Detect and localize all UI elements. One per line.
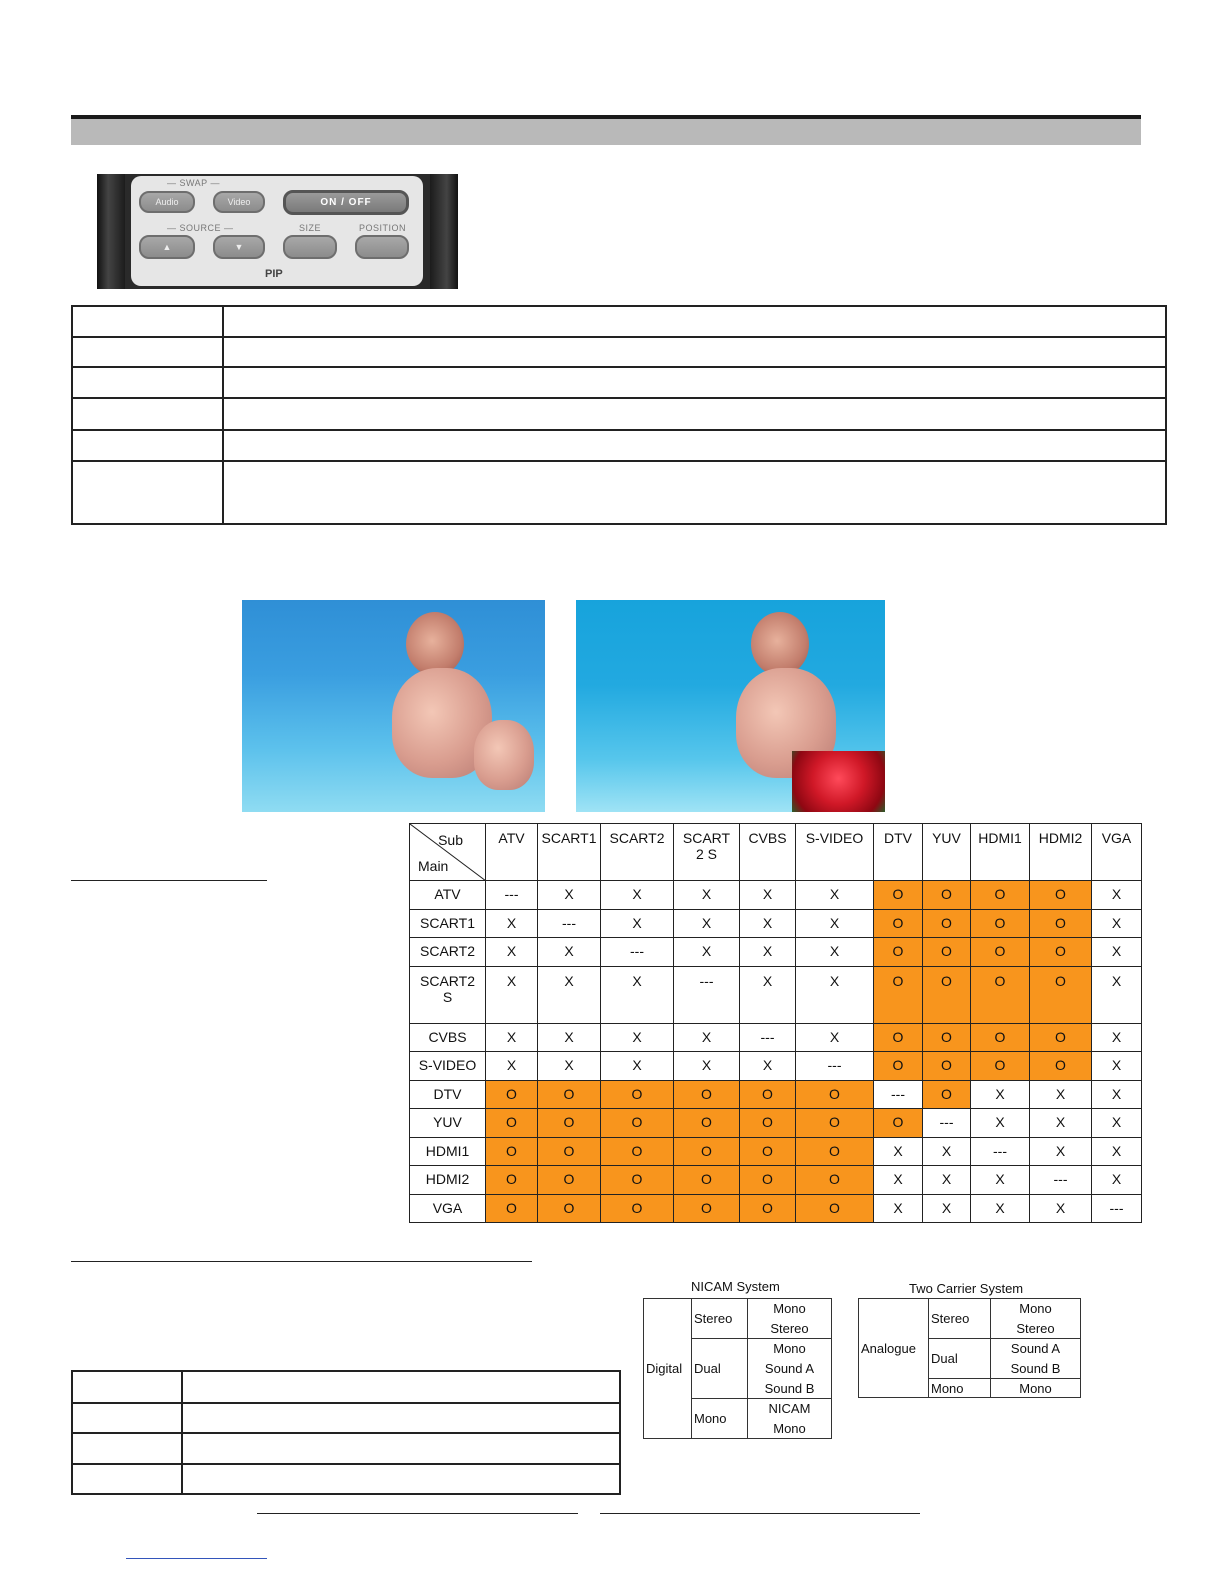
compatibility-cell: X	[1030, 1194, 1092, 1223]
column-header: DTV	[874, 824, 923, 881]
compatibility-cell: O	[874, 909, 923, 938]
compatibility-cell: O	[1030, 881, 1092, 910]
compatibility-cell: X	[740, 881, 796, 910]
footer-underline-right	[600, 1513, 920, 1514]
compatibility-cell: O	[486, 1166, 538, 1195]
compatibility-cell: O	[674, 1166, 740, 1195]
compatibility-cell: O	[971, 1023, 1030, 1052]
table-row	[410, 1080, 1142, 1109]
compatibility-cell: X	[923, 1166, 971, 1195]
column-header: CVBS	[740, 824, 796, 881]
compatibility-cell: O	[971, 881, 1030, 910]
compatibility-cell: O	[1030, 938, 1092, 967]
nicam-dual: Dual	[692, 1339, 748, 1399]
compatibility-cell: ---	[796, 1052, 874, 1081]
compatibility-cell: X	[796, 909, 874, 938]
compatibility-cell: O	[971, 909, 1030, 938]
compatibility-cell: X	[1092, 938, 1142, 967]
column-header: ATV	[486, 824, 538, 881]
pip-label: PIP	[265, 268, 283, 280]
compatibility-cell: O	[740, 1137, 796, 1166]
compatibility-cell: X	[1092, 1109, 1142, 1138]
compatibility-cell: O	[740, 1194, 796, 1223]
compatibility-cell: O	[923, 1052, 971, 1081]
footer-link-underline	[126, 1558, 267, 1559]
footer-underline-left	[257, 1513, 578, 1514]
compatibility-cell: X	[538, 938, 601, 967]
pip-inset-rose	[792, 751, 885, 812]
compatibility-cell: O	[923, 938, 971, 967]
source-down-button	[213, 235, 265, 259]
compatibility-cell: X	[1092, 1023, 1142, 1052]
column-header: YUV	[923, 824, 971, 881]
compatibility-cell: O	[486, 1194, 538, 1223]
source-up-button	[139, 235, 195, 259]
compatibility-cell: O	[796, 1194, 874, 1223]
compatibility-cell: X	[674, 881, 740, 910]
compatibility-cell: X	[674, 909, 740, 938]
compatibility-cell: X	[538, 881, 601, 910]
compatibility-cell: X	[1092, 909, 1142, 938]
compatibility-cell: X	[740, 909, 796, 938]
pip-button-description-table	[71, 305, 1167, 525]
sound-button-description-table	[71, 1370, 621, 1495]
compatibility-cell: X	[1030, 1080, 1092, 1109]
compatibility-cell: O	[1030, 1023, 1092, 1052]
compatibility-cell: O	[796, 1080, 874, 1109]
compatibility-cell: O	[874, 881, 923, 910]
compatibility-cell: O	[1030, 1052, 1092, 1081]
compatibility-cell: X	[796, 881, 874, 910]
section-title-bar	[71, 119, 1141, 145]
two-carrier-stereo: Stereo	[929, 1299, 991, 1339]
compatibility-cell: X	[1030, 1137, 1092, 1166]
heading-underline	[71, 880, 267, 881]
compatibility-cell: X	[486, 938, 538, 967]
pip-table-corner	[410, 824, 486, 881]
column-header: HDMI2	[1030, 824, 1092, 881]
compatibility-cell: O	[874, 1052, 923, 1081]
corner-main-label: Main	[418, 858, 449, 874]
table-row	[410, 938, 1142, 967]
compatibility-cell: O	[923, 881, 971, 910]
sound-heading-underline	[71, 1261, 532, 1262]
compatibility-cell: ---	[1092, 1194, 1142, 1223]
compatibility-cell: O	[874, 1023, 923, 1052]
compatibility-cell: O	[674, 1137, 740, 1166]
compatibility-cell: X	[971, 1194, 1030, 1223]
compatibility-cell: X	[538, 1023, 601, 1052]
compatibility-cell: ---	[486, 881, 538, 910]
compatibility-cell: O	[486, 1080, 538, 1109]
compatibility-cell: O	[1030, 966, 1092, 1023]
compatibility-cell: X	[1092, 1080, 1142, 1109]
position-label: POSITION	[359, 223, 407, 233]
compatibility-cell: O	[923, 966, 971, 1023]
compatibility-cell: O	[740, 1166, 796, 1195]
pip-picture-photo	[576, 600, 885, 812]
compatibility-cell: O	[796, 1109, 874, 1138]
compatibility-cell: O	[538, 1166, 601, 1195]
two-carrier-table: Analogue Stereo Mono Stereo Dual Sound A Sound B Mono Mono	[858, 1298, 1081, 1398]
compatibility-cell: O	[674, 1080, 740, 1109]
compatibility-cell: X	[923, 1137, 971, 1166]
compatibility-cell: ---	[874, 1080, 923, 1109]
nicam-title: NICAM System	[691, 1279, 780, 1294]
up-arrow-icon: ▲	[162, 242, 172, 252]
column-header: VGA	[1092, 824, 1142, 881]
compatibility-cell: O	[538, 1109, 601, 1138]
compatibility-cell: ---	[971, 1137, 1030, 1166]
row-header: HDMI2	[410, 1166, 486, 1195]
compatibility-cell: O	[1030, 909, 1092, 938]
compatibility-cell: O	[486, 1137, 538, 1166]
pip-size-button	[283, 235, 337, 259]
compatibility-cell: X	[486, 1023, 538, 1052]
compatibility-cell: ---	[1030, 1166, 1092, 1195]
compatibility-cell: O	[601, 1194, 674, 1223]
table-row	[410, 966, 1142, 1023]
compatibility-cell: X	[486, 909, 538, 938]
compatibility-cell: O	[923, 909, 971, 938]
audio-swap-button: Audio	[139, 191, 195, 213]
table-row	[410, 1052, 1142, 1081]
pip-on-off-button: ON / OFF	[283, 190, 409, 215]
compatibility-cell: O	[796, 1137, 874, 1166]
table-row	[410, 1109, 1142, 1138]
compatibility-cell: O	[674, 1109, 740, 1138]
compatibility-cell: X	[674, 1023, 740, 1052]
video-swap-button: Video	[213, 191, 265, 213]
compatibility-cell: X	[874, 1166, 923, 1195]
column-header: HDMI1	[971, 824, 1030, 881]
compatibility-cell: X	[923, 1194, 971, 1223]
compatibility-cell: O	[538, 1080, 601, 1109]
row-header: VGA	[410, 1194, 486, 1223]
compatibility-cell: X	[874, 1137, 923, 1166]
compatibility-cell: O	[923, 1023, 971, 1052]
pip-position-button	[355, 235, 409, 259]
compatibility-cell: O	[874, 938, 923, 967]
compatibility-cell: X	[538, 966, 601, 1023]
compatibility-cell: X	[971, 1109, 1030, 1138]
two-carrier-group: Analogue	[859, 1299, 929, 1398]
compatibility-cell: X	[601, 1052, 674, 1081]
compatibility-cell: X	[740, 1052, 796, 1081]
remote-panel: — SWAP — Audio Video ON / OFF — SOURCE — SIZE POSITION ▲ ▼ PIP	[131, 176, 423, 286]
pip-compatibility-table	[409, 823, 1142, 1223]
compatibility-cell: X	[601, 966, 674, 1023]
size-label: SIZE	[299, 223, 322, 233]
table-row	[410, 909, 1142, 938]
compatibility-cell: X	[1092, 881, 1142, 910]
compatibility-cell: X	[796, 966, 874, 1023]
column-header: SCART1	[538, 824, 601, 881]
corner-sub-label: Sub	[438, 832, 463, 848]
compatibility-cell: X	[740, 938, 796, 967]
compatibility-cell: O	[538, 1194, 601, 1223]
compatibility-cell: X	[538, 1052, 601, 1081]
nicam-table: Digital Stereo Mono Stereo Dual Mono Sound A Sound B Mono NICAM Mono	[643, 1298, 832, 1439]
compatibility-cell: O	[874, 1109, 923, 1138]
compatibility-cell: X	[971, 1080, 1030, 1109]
compatibility-cell: X	[874, 1194, 923, 1223]
row-header: HDMI1	[410, 1137, 486, 1166]
two-carrier-title: Two Carrier System	[909, 1281, 1024, 1296]
compatibility-cell: O	[796, 1166, 874, 1195]
compatibility-cell: O	[538, 1137, 601, 1166]
compatibility-cell: X	[796, 938, 874, 967]
row-header: SCART2 S	[410, 966, 486, 1023]
compatibility-cell: X	[971, 1166, 1030, 1195]
compatibility-cell: X	[1092, 966, 1142, 1023]
table-row	[410, 1194, 1142, 1223]
compatibility-cell: X	[796, 1023, 874, 1052]
column-header: S-VIDEO	[796, 824, 874, 881]
compatibility-cell: O	[601, 1080, 674, 1109]
compatibility-cell: X	[1092, 1052, 1142, 1081]
two-carrier-mono: Mono	[929, 1379, 991, 1398]
nicam-stereo: Stereo	[692, 1299, 748, 1339]
compatibility-cell: X	[674, 1052, 740, 1081]
compatibility-cell: X	[1030, 1109, 1092, 1138]
compatibility-cell: O	[601, 1109, 674, 1138]
compatibility-cell: O	[486, 1109, 538, 1138]
compatibility-cell: O	[601, 1166, 674, 1195]
table-row	[410, 1166, 1142, 1195]
compatibility-cell: ---	[674, 966, 740, 1023]
compatibility-cell: O	[740, 1080, 796, 1109]
compatibility-cell: O	[740, 1109, 796, 1138]
down-arrow-icon: ▼	[234, 242, 244, 252]
table-row	[410, 1023, 1142, 1052]
two-carrier-dual: Dual	[929, 1339, 991, 1379]
compatibility-cell: X	[740, 966, 796, 1023]
compatibility-cell: ---	[538, 909, 601, 938]
column-header: SCART2	[601, 824, 674, 881]
row-header: SCART2	[410, 938, 486, 967]
compatibility-cell: X	[674, 938, 740, 967]
row-header: YUV	[410, 1109, 486, 1138]
row-header: CVBS	[410, 1023, 486, 1052]
compatibility-cell: X	[1092, 1166, 1142, 1195]
compatibility-cell: X	[601, 909, 674, 938]
source-label: SOURCE	[179, 223, 222, 233]
compatibility-cell: X	[486, 966, 538, 1023]
table-row	[410, 881, 1142, 910]
compatibility-cell: O	[971, 1052, 1030, 1081]
compatibility-cell: X	[1092, 1137, 1142, 1166]
compatibility-cell: X	[486, 1052, 538, 1081]
compatibility-cell: X	[601, 881, 674, 910]
nicam-mono: Mono	[692, 1399, 748, 1439]
compatibility-cell: O	[874, 966, 923, 1023]
compatibility-cell: O	[923, 1080, 971, 1109]
row-header: S-VIDEO	[410, 1052, 486, 1081]
remote-pip-buttons-image	[97, 174, 458, 289]
row-header: SCART1	[410, 909, 486, 938]
row-header: DTV	[410, 1080, 486, 1109]
compatibility-cell: ---	[740, 1023, 796, 1052]
compatibility-cell: O	[601, 1137, 674, 1166]
compatibility-cell: O	[674, 1194, 740, 1223]
row-header: ATV	[410, 881, 486, 910]
nicam-group: Digital	[644, 1299, 692, 1439]
swap-label: SWAP	[179, 178, 208, 188]
compatibility-cell: ---	[601, 938, 674, 967]
compatibility-cell: ---	[923, 1109, 971, 1138]
compatibility-cell: O	[971, 938, 1030, 967]
table-row	[410, 1137, 1142, 1166]
compatibility-cell: X	[601, 1023, 674, 1052]
compatibility-cell: O	[971, 966, 1030, 1023]
main-picture-photo	[242, 600, 545, 812]
column-header: SCART 2 S	[674, 824, 740, 881]
